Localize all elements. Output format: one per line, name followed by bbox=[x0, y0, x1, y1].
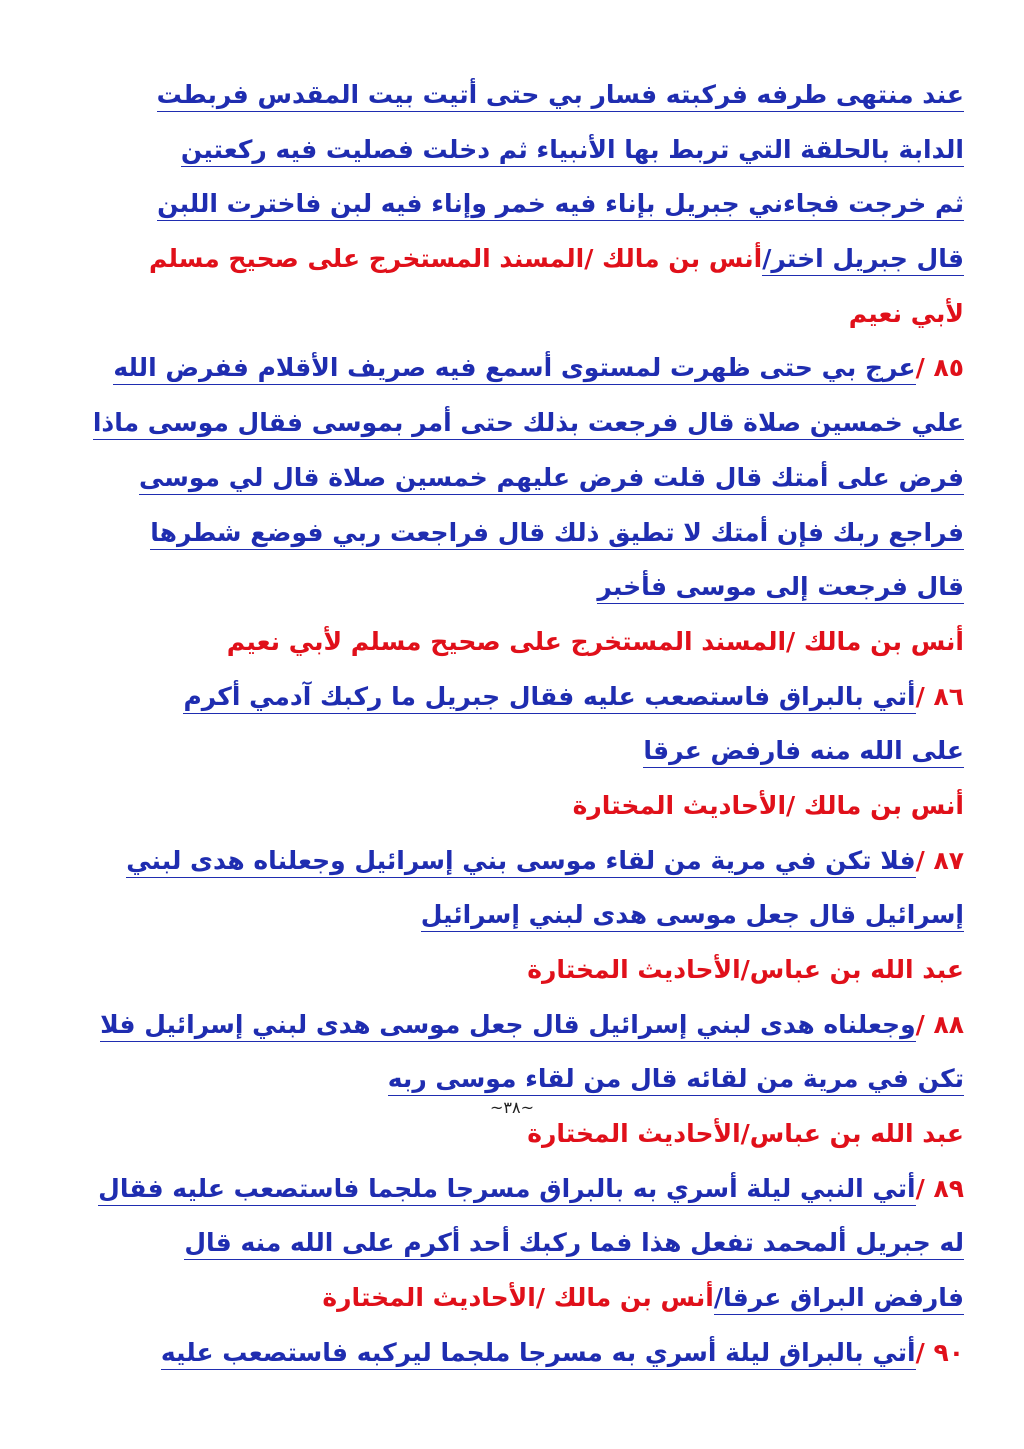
text-line bbox=[70, 1162, 964, 1217]
source-citation: ٩٠ / bbox=[915, 1337, 964, 1367]
source-citation: أنس بن مالك /الأحاديث المختارة bbox=[322, 1283, 714, 1313]
hadith-text: إسرائيل قال جعل موسى هدى لبني إسرائيل bbox=[421, 900, 964, 932]
hadith-text: عند منتهى طرفه فركبته فسار بي حتى أتيت بيت المقدس فربطت bbox=[157, 80, 964, 112]
hadith-text: أتي بالبراق فاستصعب عليه فقال جبريل ما ركبك آدمي أكرم bbox=[183, 682, 915, 714]
source-citation: لأبي نعيم bbox=[848, 298, 964, 328]
hadith-text: قال فرجعت إلى موسى فأخبر bbox=[597, 572, 964, 604]
text-line bbox=[70, 560, 964, 615]
text-line bbox=[70, 1271, 964, 1326]
text-line bbox=[70, 451, 964, 506]
source-citation: ٨٥ / bbox=[915, 353, 964, 383]
text-block bbox=[70, 68, 964, 1381]
text-line bbox=[70, 834, 964, 889]
hadith-text: وجعلناه هدى لبني إسرائيل قال جعل موسى هدى لبني إسرائيل فلا bbox=[100, 1010, 915, 1042]
text-line bbox=[70, 123, 964, 178]
hadith-text: قال جبريل اختر/ bbox=[762, 244, 964, 276]
hadith-text: فارفض البراق عرقا/ bbox=[714, 1283, 964, 1315]
source-citation: ٨٨ / bbox=[915, 1009, 964, 1039]
source-citation: عبد الله بن عباس/الأحاديث المختارة bbox=[527, 955, 964, 984]
hadith-text: علي خمسين صلاة قال فرجعت بذلك حتى أمر بموسى فقال موسى ماذا bbox=[93, 408, 964, 440]
hadith-text: أتي بالبراق ليلة أسري به مسرجا ملجما ليركبه فاستصعب عليه bbox=[161, 1338, 916, 1370]
page-number: ~٣٨~ bbox=[490, 1098, 534, 1117]
source-citation: عبد الله بن عباس/الأحاديث المختارة bbox=[527, 1119, 964, 1149]
text-line bbox=[70, 232, 964, 287]
text-line bbox=[70, 396, 964, 451]
hadith-text: ثم خرجت فجاءني جبريل بإناء فيه خمر وإناء فيه لبن فاخترت اللبن bbox=[157, 189, 964, 221]
text-line bbox=[70, 779, 964, 834]
text-line bbox=[70, 341, 964, 396]
hadith-text: فراجع ربك فإن أمتك لا تطيق ذلك قال فراجعت ربي فوضع شطرها bbox=[150, 518, 964, 550]
source-citation: ٨٦ / bbox=[915, 681, 964, 711]
hadith-text: فلا تكن في مرية من لقاء موسى بني إسرائيل وجعلناه هدى لبني bbox=[126, 846, 915, 878]
hadith-text: له جبريل ألمحمد تفعل هذا فما ركبك أحد أكرم على الله منه قال bbox=[184, 1228, 964, 1260]
source-citation: أنس بن مالك /المسند المستخرج على صحيح مسلم bbox=[148, 244, 763, 274]
source-citation: ٨٩ / bbox=[915, 1173, 964, 1203]
hadith-text: عرج بي حتى ظهرت لمستوى أسمع فيه صريف الأقلام ففرض الله bbox=[113, 353, 915, 385]
source-citation: أنس بن مالك /المسند المستخرج على صحيح مسلم لأبي نعيم bbox=[226, 626, 964, 656]
hadith-text: تكن في مرية من لقائه قال من لقاء موسى ربه bbox=[388, 1064, 964, 1096]
hadith-text: الدابة بالحلقة التي تربط بها الأنبياء ثم دخلت فصليت فيه ركعتين bbox=[181, 135, 964, 167]
hadith-text: أتي النبي ليلة أسري به بالبراق مسرجا ملجما فاستصعب عليه فقال bbox=[98, 1174, 915, 1206]
text-line bbox=[70, 68, 964, 123]
text-line bbox=[70, 177, 964, 232]
text-line bbox=[70, 615, 964, 670]
text-line bbox=[70, 943, 964, 998]
text-line bbox=[70, 888, 964, 943]
text-line bbox=[70, 670, 964, 725]
text-line bbox=[70, 998, 964, 1053]
hadith-text: فرض على أمتك قال قلت فرض عليهم خمسين صلاة قال لي موسى bbox=[139, 463, 964, 495]
source-citation: أنس بن مالك /الأحاديث المختارة bbox=[572, 790, 964, 820]
text-line bbox=[70, 1326, 964, 1381]
text-line bbox=[70, 1216, 964, 1271]
text-line bbox=[70, 287, 964, 342]
hadith-text: على الله منه فارفض عرقا bbox=[643, 736, 964, 768]
source-citation: ٨٧ / bbox=[915, 845, 964, 875]
text-line bbox=[70, 506, 964, 561]
text-line bbox=[70, 724, 964, 779]
